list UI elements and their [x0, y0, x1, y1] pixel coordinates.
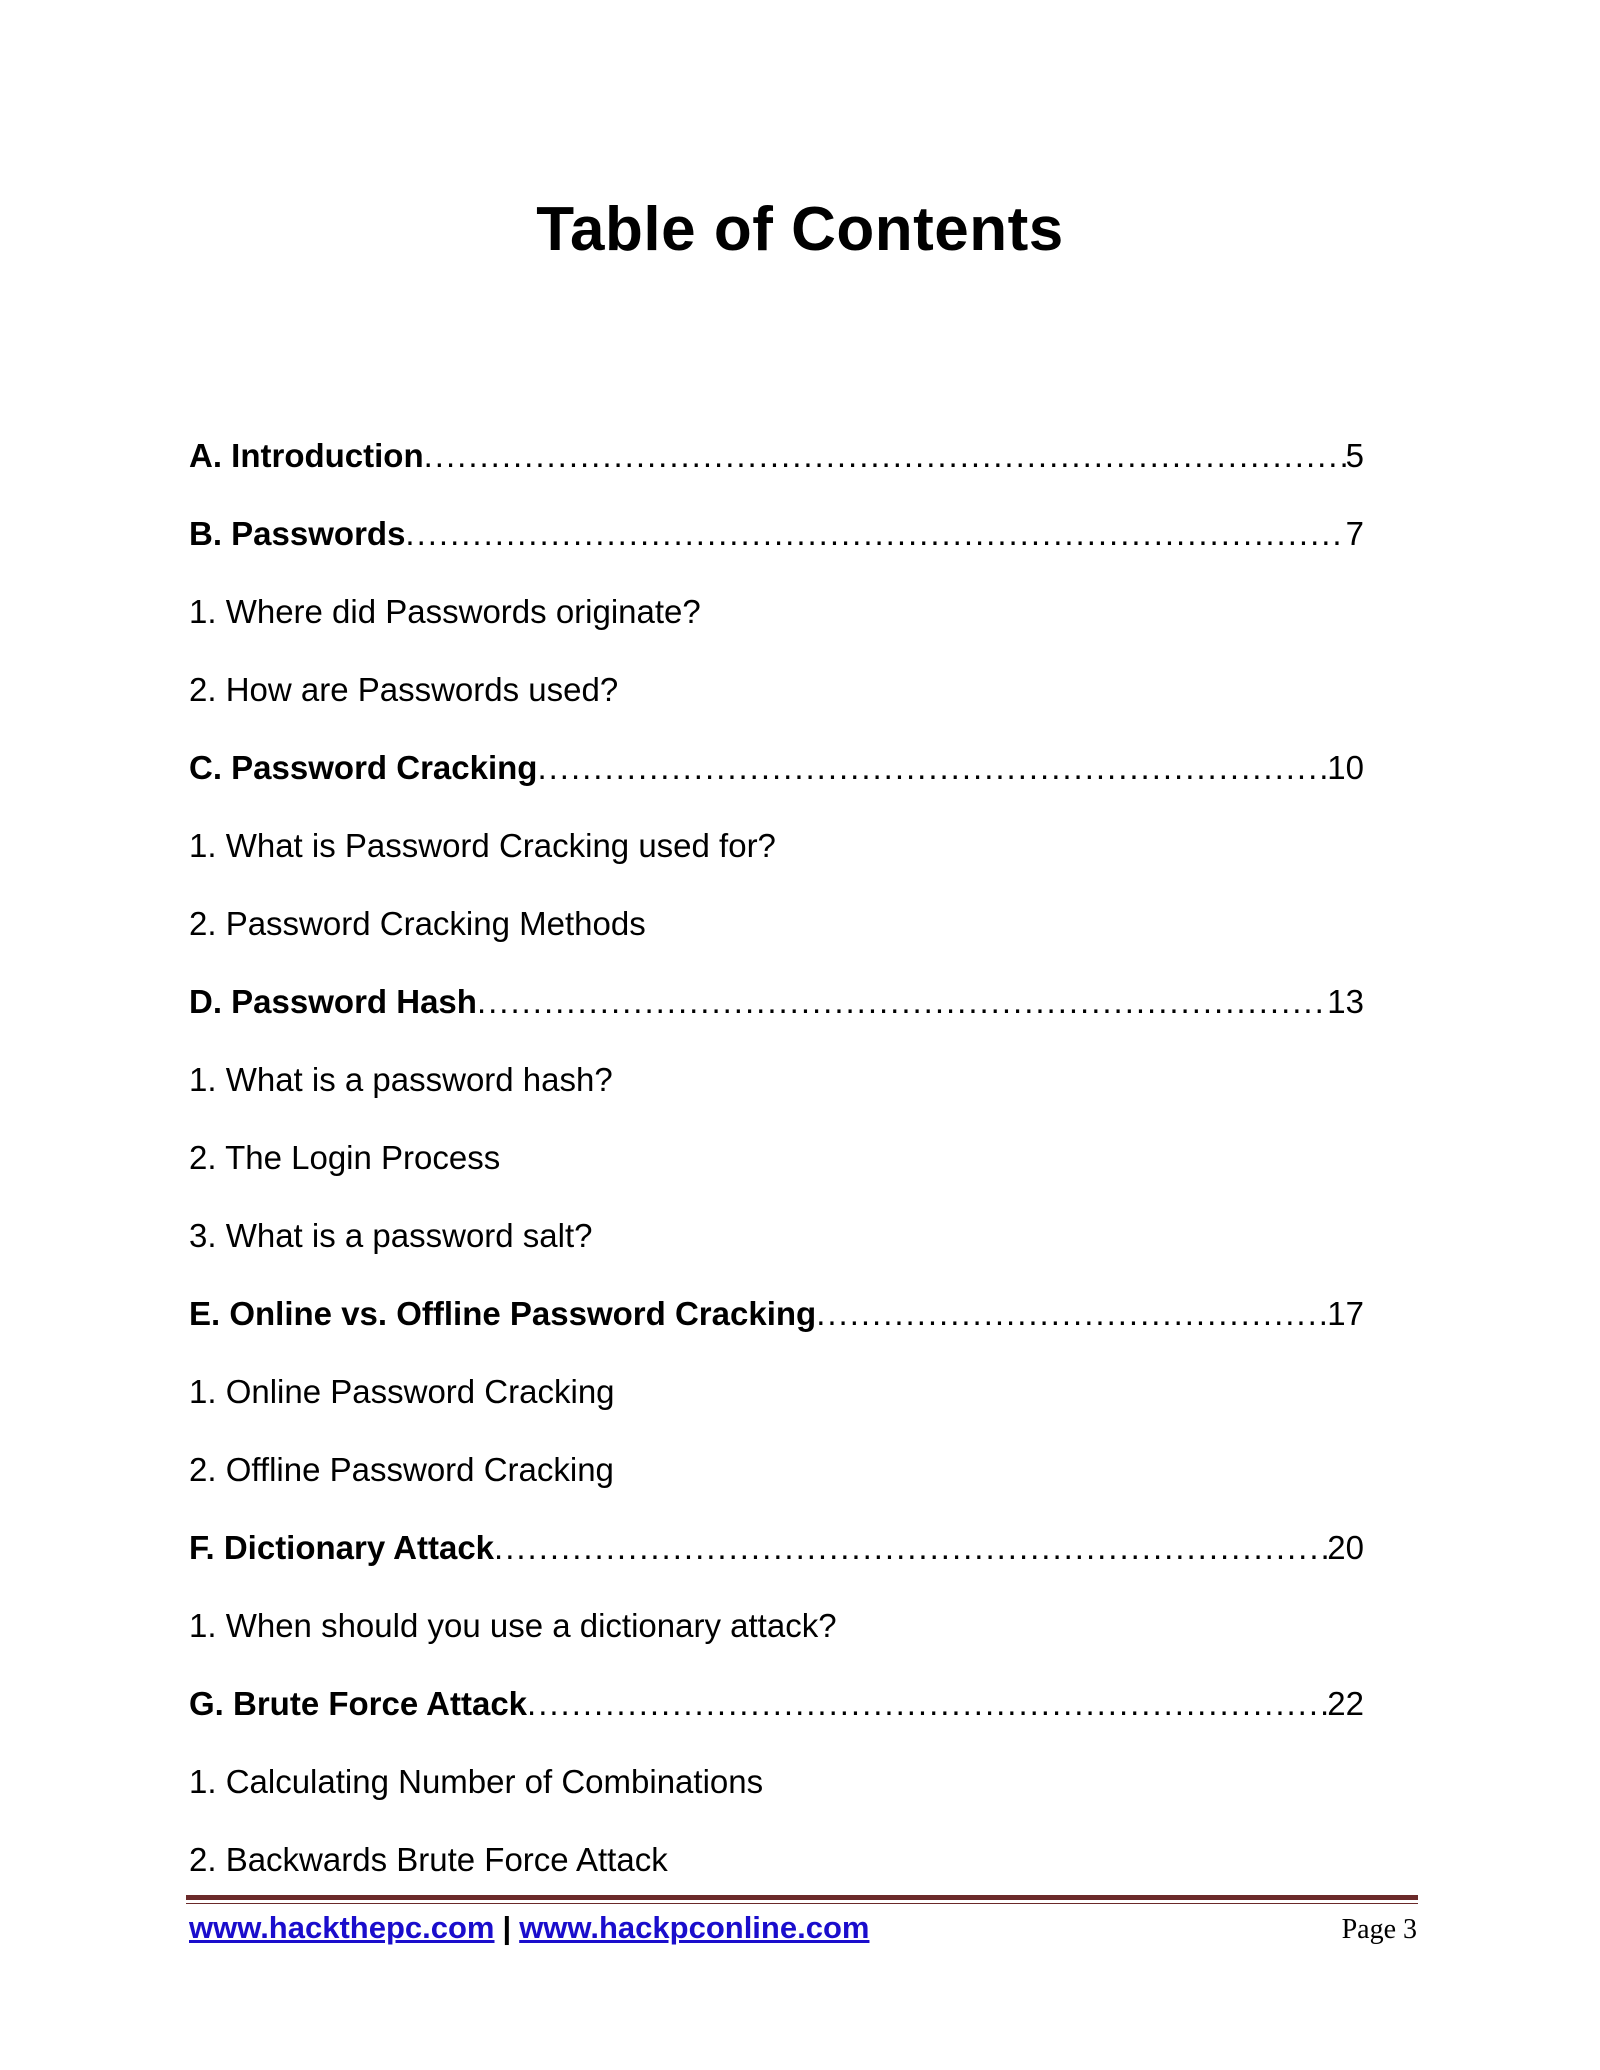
- toc-subentry-label: 2. Backwards Brute Force Attack: [189, 1841, 668, 1878]
- toc-subentry[interactable]: [189, 579, 1374, 657]
- footer-separator: |: [502, 1910, 512, 1945]
- dot-leader: [537, 735, 1327, 801]
- toc-subentry-label: 2. How are Passwords used?: [189, 671, 619, 708]
- table-of-contents: [189, 423, 1374, 1905]
- toc-subentry-label: 1. When should you use a dictionary attack?: [189, 1607, 837, 1644]
- toc-subentry-label: 2. Password Cracking Methods: [189, 905, 646, 942]
- toc-entry-e-online-vs-offline[interactable]: [189, 1281, 1374, 1359]
- toc-subentry[interactable]: [189, 891, 1374, 969]
- toc-subentry[interactable]: [189, 1047, 1374, 1125]
- toc-entry-label: E. Online vs. Offline Password Cracking: [189, 1295, 817, 1332]
- toc-subentry[interactable]: [189, 813, 1374, 891]
- toc-subentry[interactable]: [189, 1437, 1374, 1515]
- toc-subentry[interactable]: [189, 1203, 1374, 1281]
- toc-page-number: 10: [1327, 749, 1364, 786]
- toc-page-number: 20: [1327, 1529, 1364, 1566]
- toc-entry-label: G. Brute Force Attack: [189, 1685, 528, 1722]
- toc-page-number: 13: [1327, 983, 1364, 1020]
- page-number: Page 3: [1341, 1914, 1417, 1945]
- footer-divider: [186, 1895, 1418, 1900]
- dot-leader: [527, 1671, 1327, 1737]
- toc-entry-label: B. Passwords: [189, 515, 406, 552]
- toc-subentry[interactable]: [189, 1359, 1374, 1437]
- toc-page-number: 5: [1345, 437, 1364, 474]
- toc-entry-g-brute-force-attack[interactable]: [189, 1671, 1374, 1749]
- toc-entry-a-introduction[interactable]: [189, 423, 1374, 501]
- toc-page-number: 22: [1327, 1685, 1364, 1722]
- toc-subentry-label: 1. What is a password hash?: [189, 1061, 613, 1098]
- toc-subentry[interactable]: [189, 1749, 1374, 1827]
- toc-entry-f-dictionary-attack[interactable]: [189, 1515, 1374, 1593]
- toc-entry-b-passwords[interactable]: [189, 501, 1374, 579]
- footer-divider-thin: [186, 1903, 1418, 1904]
- footer-link-hackpconline[interactable]: www.hackpconline.com: [519, 1910, 870, 1945]
- page-title: Table of Contents: [536, 195, 1064, 264]
- toc-entry-label: A. Introduction: [189, 437, 424, 474]
- toc-entry-d-password-hash[interactable]: [189, 969, 1374, 1047]
- dot-leader: [494, 1515, 1327, 1581]
- dot-leader: [477, 969, 1327, 1035]
- toc-subentry[interactable]: [189, 657, 1374, 735]
- toc-entry-label: F. Dictionary Attack: [189, 1529, 495, 1566]
- footer-link-hackthepc[interactable]: www.hackthepc.com: [189, 1910, 495, 1945]
- toc-subentry-label: 1. Where did Passwords originate?: [189, 593, 701, 630]
- toc-subentry[interactable]: [189, 1125, 1374, 1203]
- toc-entry-label: C. Password Cracking: [189, 749, 538, 786]
- toc-page-number: 17: [1327, 1295, 1364, 1332]
- toc-subentry[interactable]: [189, 1593, 1374, 1671]
- dot-leader: [816, 1281, 1327, 1347]
- toc-entry-label: D. Password Hash: [189, 983, 477, 1020]
- toc-subentry[interactable]: [189, 1827, 1374, 1905]
- toc-subentry-label: 1. Calculating Number of Combinations: [189, 1763, 764, 1800]
- dot-leader: [424, 423, 1346, 489]
- toc-subentry-label: 1. What is Password Cracking used for?: [189, 827, 776, 864]
- footer-links: [189, 1908, 869, 1948]
- toc-subentry-label: 2. Offline Password Cracking: [189, 1451, 614, 1488]
- toc-subentry-label: 3. What is a password salt?: [189, 1217, 593, 1254]
- toc-page-number: 7: [1345, 515, 1364, 552]
- dot-leader: [405, 501, 1345, 567]
- toc-subentry-label: 1. Online Password Cracking: [189, 1373, 615, 1410]
- toc-entry-c-password-cracking[interactable]: [189, 735, 1374, 813]
- toc-subentry-label: 2. The Login Process: [189, 1139, 501, 1176]
